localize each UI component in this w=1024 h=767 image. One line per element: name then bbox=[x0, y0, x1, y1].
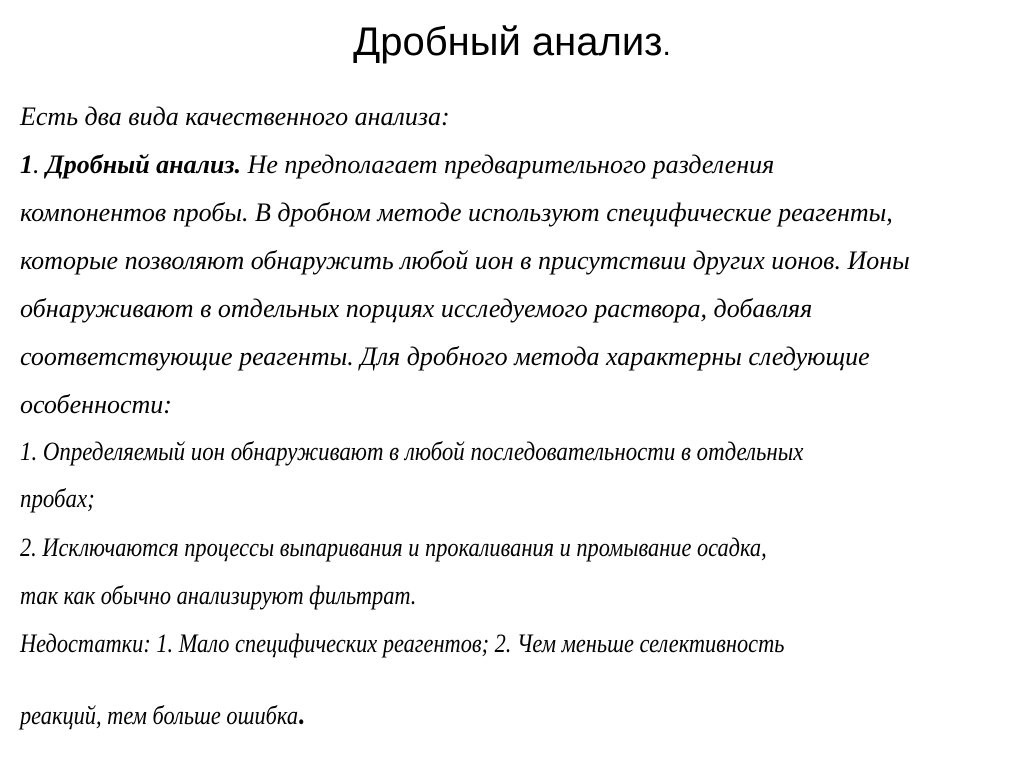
feature-item-1 bbox=[20, 436, 910, 468]
line-text: Не предполагает предварительного разделения bbox=[241, 150, 775, 179]
body-line bbox=[20, 197, 893, 229]
line-text: реакций, тем больше ошибка bbox=[20, 701, 299, 730]
item-number-separator: . bbox=[33, 150, 46, 179]
line-text: 1. Определяемый ион обнаруживают в любой последовательности в отдельных bbox=[20, 437, 804, 466]
feature-item-2-cont bbox=[20, 580, 481, 612]
line-text: соответствующие реагенты. Для дробного метода характерны следующие bbox=[20, 342, 870, 371]
definition-line bbox=[20, 149, 774, 181]
feature-item-2 bbox=[20, 532, 888, 564]
term-bold: Дробный анализ. bbox=[46, 150, 242, 179]
line-text: Недостатки: 1. Мало специфических реагентов; 2. Чем меньше селективность bbox=[20, 629, 785, 658]
slide-title bbox=[0, 14, 1024, 74]
line-text: пробах; bbox=[20, 484, 95, 513]
body-line bbox=[20, 341, 870, 373]
body-line bbox=[20, 245, 910, 277]
slide-title-text: Дробный анализ bbox=[353, 20, 663, 64]
line-text: которые позволяют обнаружить любой ион в присутствии других ионов. Ионы bbox=[20, 246, 910, 275]
line-text: Есть два вида качественного анализа: bbox=[20, 102, 450, 131]
slide-title-dot: . bbox=[662, 29, 671, 62]
intro-line bbox=[20, 101, 450, 133]
line-text: компонентов пробы. В дробном методе используют специфические реагенты, bbox=[20, 198, 893, 227]
line-text: 2. Исключаются процессы выпаривания и прокаливания и промывание осадка, bbox=[20, 533, 767, 562]
line-text: особенности: bbox=[20, 390, 172, 419]
body-line bbox=[20, 389, 172, 421]
drawbacks-line bbox=[20, 628, 909, 660]
line-text: так как обычно анализируют фильтрат. bbox=[20, 581, 417, 610]
body-line bbox=[20, 293, 812, 325]
item-number: 1 bbox=[20, 150, 33, 179]
drawbacks-line-cont bbox=[20, 699, 351, 732]
feature-item-1-cont bbox=[20, 483, 105, 515]
final-period: . bbox=[298, 698, 305, 731]
line-text: обнаруживают в отдельных порциях исследуемого раствора, добавляя bbox=[20, 294, 813, 323]
